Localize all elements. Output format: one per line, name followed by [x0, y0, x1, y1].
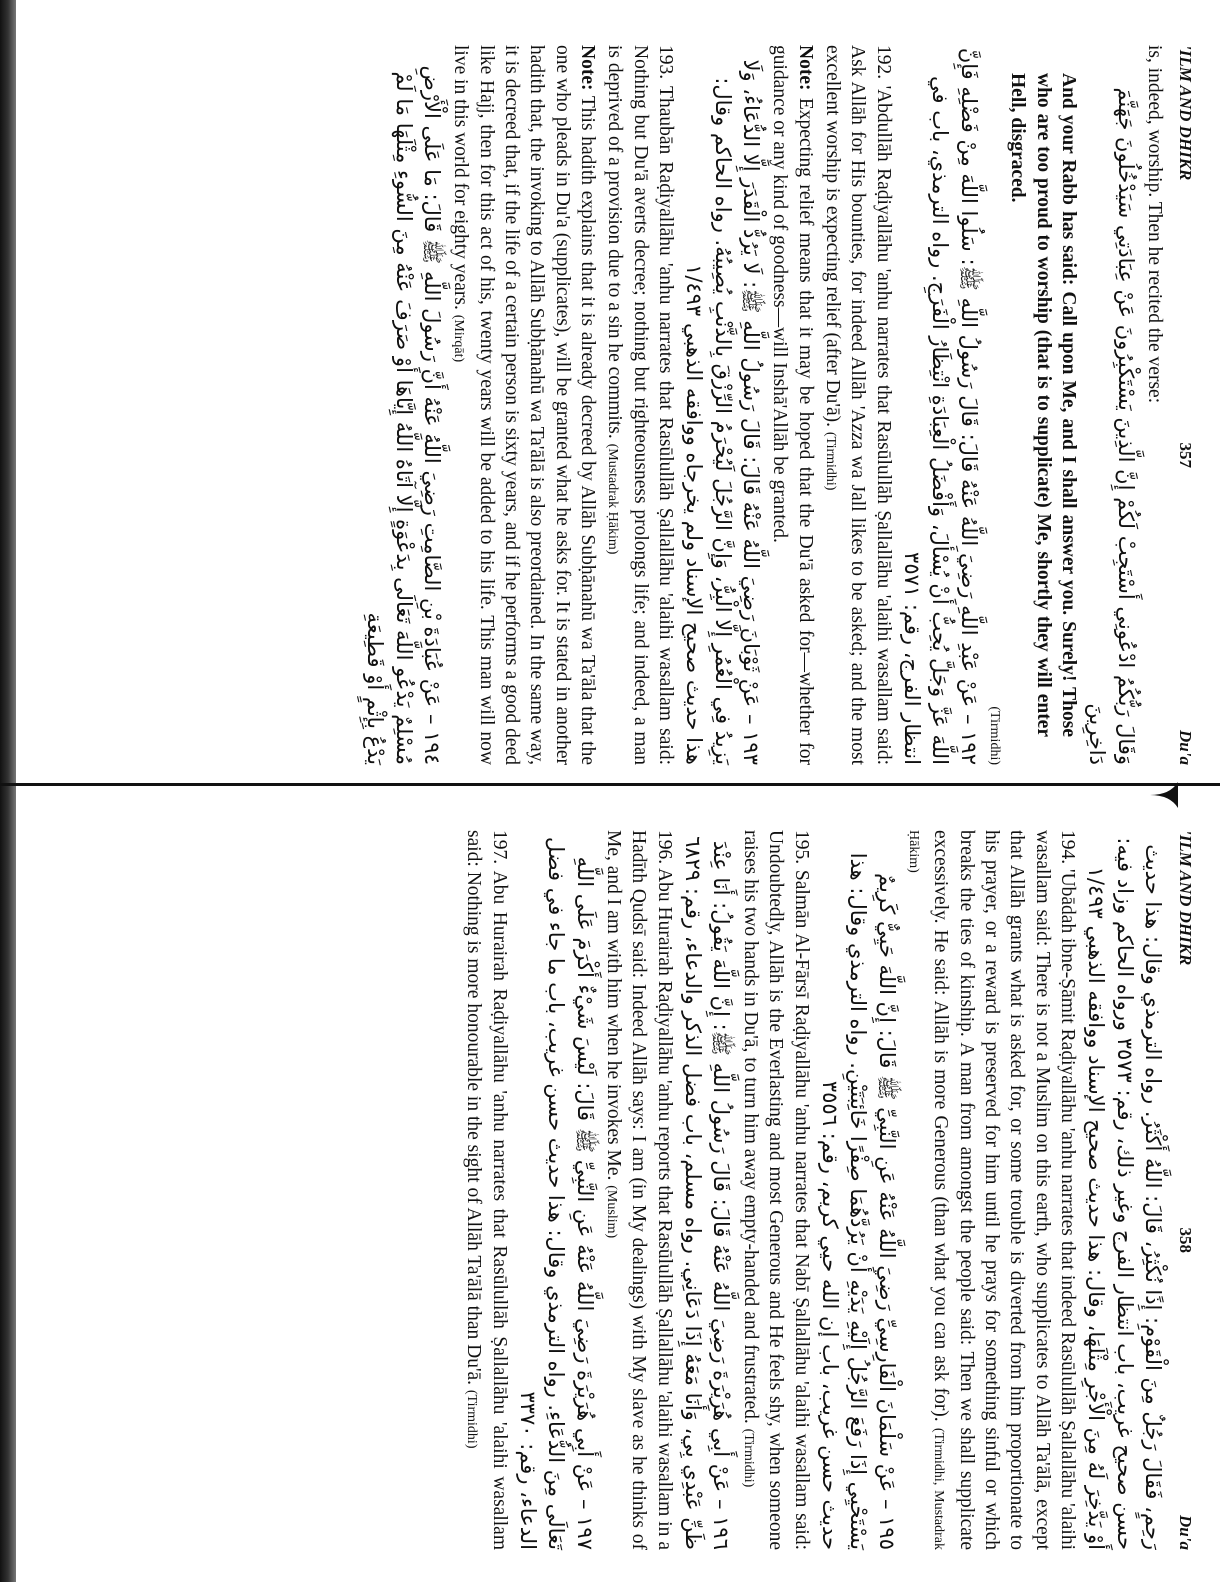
- hadith-197-text: [461, 830, 512, 1550]
- verse-english: And your Rabb has said: Call upon Me, and I shall answer you. Surely! Those who are too proud to worship (that is to supplicate) Me, shortly they will enter Hell, disgraced.: [1007, 73, 1079, 737]
- running-head: [1175, 45, 1195, 765]
- hadith-194-translation: 194. 'Ubādah ibne-Ṣāmit Raḍiyallāhu 'anhu narrates that indeed Rasūlullāh Ṣallallāhu 'alaihi wasallam said: There is not a Muslim on this earth, who supplicates to Allāh Ta'ālā, except that Allāh grants what is asked for, or some trouble is diverted from him proportionate to his prayer, or a reward is preserved for him until he prays for something sinful or which breaks the ties of kinship. A man from amongst the people said: Then we shall supplicate excessively. He said: Allāh is more Generous (than what you can ask for).: [930, 830, 1078, 1550]
- page-number: 358: [1176, 1227, 1195, 1253]
- hadith-195-translation: 195. Salmān Al-Fārsī Raḍiyallāhu 'anhu narrates that Nabī Ṣallallāhu 'alaihi wasallam said: Undoubtedly, Allāh is the Everlasting and most Generous and He feels shy, when someone raises his two hands in Du'ā, to turn him away empty-handed and frustrated.: [739, 830, 812, 1550]
- hadith-193-note: [448, 45, 600, 765]
- header-right: Du'a: [1176, 1515, 1195, 1550]
- note-label: Note:: [794, 45, 816, 91]
- hadith-192-text: [820, 45, 896, 765]
- hadith-193-text: [602, 45, 678, 765]
- page-358-content: [75, 830, 1195, 1550]
- running-head: [1175, 830, 1195, 1550]
- intro-text: is, indeed, worship. Then he recited the verse:: [1144, 45, 1165, 404]
- hadith-196-text: [601, 830, 677, 1550]
- hadith-192-source: (Tirmidhi): [823, 431, 839, 491]
- hadith-193-arabic: ١٩٣ – عَنْ ثَوْبَانَ رَضِيَ اللَّهُ عَنْهُ قَالَ: قَالَ رَسُولُ اللَّهِ ﷺ: لَا يَرُدُّ الْقَدَرَ إِلَّا الدُّعَاءُ، وَلَا يَزِيدُ فِي الْعُمُرِ إِلَّا الْبِرُّ، وَإِنَّ الرَّجُلَ لَيُحْرَمُ الرِّزْقَ بِالذَّنْبِ يُصِيبُهُ. رواه الحاكم وقال: هذا حديث صحيح الإسناد ولم يخرجاه ووافقه الذهبي ١/٤٩٣: [682, 59, 763, 765]
- page-357-content: [75, 45, 1195, 765]
- hadith-192-arabic: ١٩٢ – عَنْ عَبْدِ اللَّهِ رَضِيَ اللَّهُ عَنْهُ قَالَ: قَالَ رَسُولُ اللَّهِ ﷺ: سَلُوا اللَّهَ مِنْ فَضْلِهِ فَإِنَّ اللَّهَ عَزَّ وَجَلَّ يُحِبُّ أَنْ يُسْأَلَ، وَأَفْضَلُ الْعِبَادَةِ انْتِظَارُ الْفَرَجِ. رواه الترمذي، باب في انتظار الفرج، رقم: ٣٥٧١: [900, 47, 981, 765]
- note-text: This hadith explains that it is already decreed by Allāh Subḥānahū wa Ta'āla that the one who pleads in Du'a (supplicates), will be granted what he asks for. It is stated in another hadith that, the invoking to Allāh Subḥānahū wa Ta'ālā is also preordained. In the same way, it is decreed that, if the life of a certain person is sixty years, and if he performs a good deed like Hajj, then for this act of his, twenty years will be added to his life. This man will now live in this world for eighty years.: [450, 45, 598, 765]
- hadith-194-arabic-cont: رَحِمٍ، فَقَالَ رَجُلٌ مِنَ الْقَوْمِ: إِذًا نُكْثِرُ، قَالَ: اللَّهُ أَكْثَرُ. رواه الترمذي وقال: هذا حديث حسن صحيح غريب، باب انتظار الفرج وغير ذلك، رقم: ٣٥٧٣ ورواه الحاكم وزاد فيه: أَوْ يَدَّخِرَ لَهُ مِنَ الْأَجْرِ مِثْلَهَا، وقال: هذا حديث صحيح الإسناد ووافقه الذهبي ١/٤٩٣: [1084, 837, 1165, 1550]
- verse-source: (Tirmidhi): [986, 706, 1002, 765]
- note-label: Note:: [576, 45, 598, 91]
- hadith-192-translation: 192. 'Abdullāh Raḍiyallāhu 'anhu narrates that Rasūlullāh Ṣallallāhu 'alaihi wasallam said: Ask Allāh for His bounties, for indeed Allāh 'Azza wa Jall likes to be asked; and the most excellent worship is expecting relief (after Du'ā).: [822, 45, 894, 765]
- verse-arabic: وَقَالَ رَبُّكُمُ ادْعُونِي أَسْتَجِبْ لَكُمْ إِنَّ الَّذِينَ يَسْتَكْبِرُونَ عَنْ عِبَادَتِي سَيَدْخُلُونَ جَهَنَّمَ دَاخِرِينَ: [1085, 87, 1138, 765]
- hadith-194-source: (Tirmidhi, Mustadrak Ḥākim): [905, 830, 947, 1551]
- page-number: 357: [1176, 442, 1195, 468]
- hadith-197-translation: 197. Abu Hurairah Raḍiyallāhu 'anhu narrates that Rasūlullāh Ṣallallāhu 'alaihi wasallam said: Nothing is more honourable in the sight of Allāh Ta'ālā than Du'ā.: [463, 830, 510, 1550]
- hadith-197-arabic: ١٩٧ – عَنْ أَبِي هُرَيْرَةَ رَضِيَ اللَّهُ عَنْهُ عَنِ النَّبِيِّ ﷺ قَالَ: لَيْسَ شَيْءٌ أَكْرَمَ عَلَى اللَّهِ تَعَالَى مِنَ الدُّعَاءِ. رواه الترمذي وقال: هذا حديث حسن غريب، باب ما جاء في فضل الدعاء، رقم: ٣٣٧٠: [516, 836, 597, 1550]
- header-left: 'ILM AND DHIKR: [1176, 45, 1195, 181]
- hadith-197-source: (Tirmidhi): [464, 1389, 480, 1449]
- note-text: Expecting relief means that it may be hoped that the Du'ā asked for—whether for guidance or any kind of goodness—will Inshā'Allāh be granted.: [769, 45, 816, 765]
- hadith-196-source: (Muslim): [604, 1185, 620, 1239]
- hadith-193-source: (Mustadrak Ḥākim): [605, 443, 621, 555]
- hadith-192-note: [767, 45, 818, 765]
- hadith-196-translation: 196. Abu Hurairah Raḍiyallāhu 'anhu reports that Rasūlullāh Ṣallallāhu 'alaihi wasallam in a Hadīth Qudsī said: Indeed Allāh says: I am (in My dealings) with My slave as he thinks of Me, and I am with him when he invokes Me.: [603, 830, 675, 1550]
- hadith-195-arabic: ١٩٥ – عَنْ سَلْمَانَ الْفَارِسِيِّ رَضِيَ اللَّهُ عَنْهُ عَنِ النَّبِيِّ ﷺ قَالَ: إِنَّ اللَّهَ حَيِيٌّ كَرِيمٌ يَسْتَحْيِي إِذَا رَفَعَ الرَّجُلُ إِلَيْهِ يَدَيْهِ أَنْ يَرُدَّهُمَا صِفْرًا خَائِبَتَيْنِ. رواه الترمذي وقال: هذا حديث حسن غريب، باب إن الله حيي كريم، رقم: ٣٥٥٦: [817, 852, 899, 1550]
- note-source: (Mirqāt): [451, 314, 467, 363]
- hadith-194-arabic-start: ١٩٤ – عَنْ عُبَادَةَ بْنِ الصَّامِتِ رَضِيَ اللَّهُ عَنْهُ أَنَّ رَسُولَ اللَّهِ ﷺ قَالَ: مَا عَلَى الْأَرْضِ مُسْلِمٌ يَدْعُو اللَّهَ تَعَالَى بِدَعْوَةٍ إِلَّا آتَاهُ اللَّهُ إِيَّاهَا أَوْ صَرَفَ عَنْهُ مِنَ السُّوءِ مِثْلَهَا مَا لَمْ يَدْعُ بِإِثْمٍ أَوْ قَطِيعَةِ: [363, 65, 444, 765]
- hadith-195-text: [738, 830, 814, 1550]
- header-right: Du'a: [1176, 730, 1195, 765]
- header-left: 'ILM AND DHIKR: [1176, 830, 1195, 966]
- hadith-195-source: (Tirmidhi): [740, 1428, 756, 1488]
- binding-shadow: [0, 0, 16, 1582]
- hadith-196-arabic: ١٩٦ – عَنْ أَبِي هُرَيْرَةَ رَضِيَ اللَّهُ عَنْهُ قَالَ: قَالَ رَسُولُ اللَّهِ ﷺ: إِنَّ اللَّهَ يَقُولُ: أَنَا عِنْدَ ظَنِّ عَبْدِي بِي، وَأَنَا مَعَهُ إِذَا دَعَانِي. رواه مسلم، باب فضل الذكر والدعاء، رقم: ٦٨٢٩: [681, 836, 734, 1550]
- hadith-193-translation: 193. Thaubān Raḍiyallāhu 'anhu narrates that Rasūlullāh Ṣallallāhu 'alaihi wasallam said: Nothing but Du'ā averts decree; nothing but righteousness prolongs life; and indeed, a man is deprived of a provision due to a sin he commits.: [604, 45, 676, 765]
- hadith-194-text: [903, 830, 1080, 1550]
